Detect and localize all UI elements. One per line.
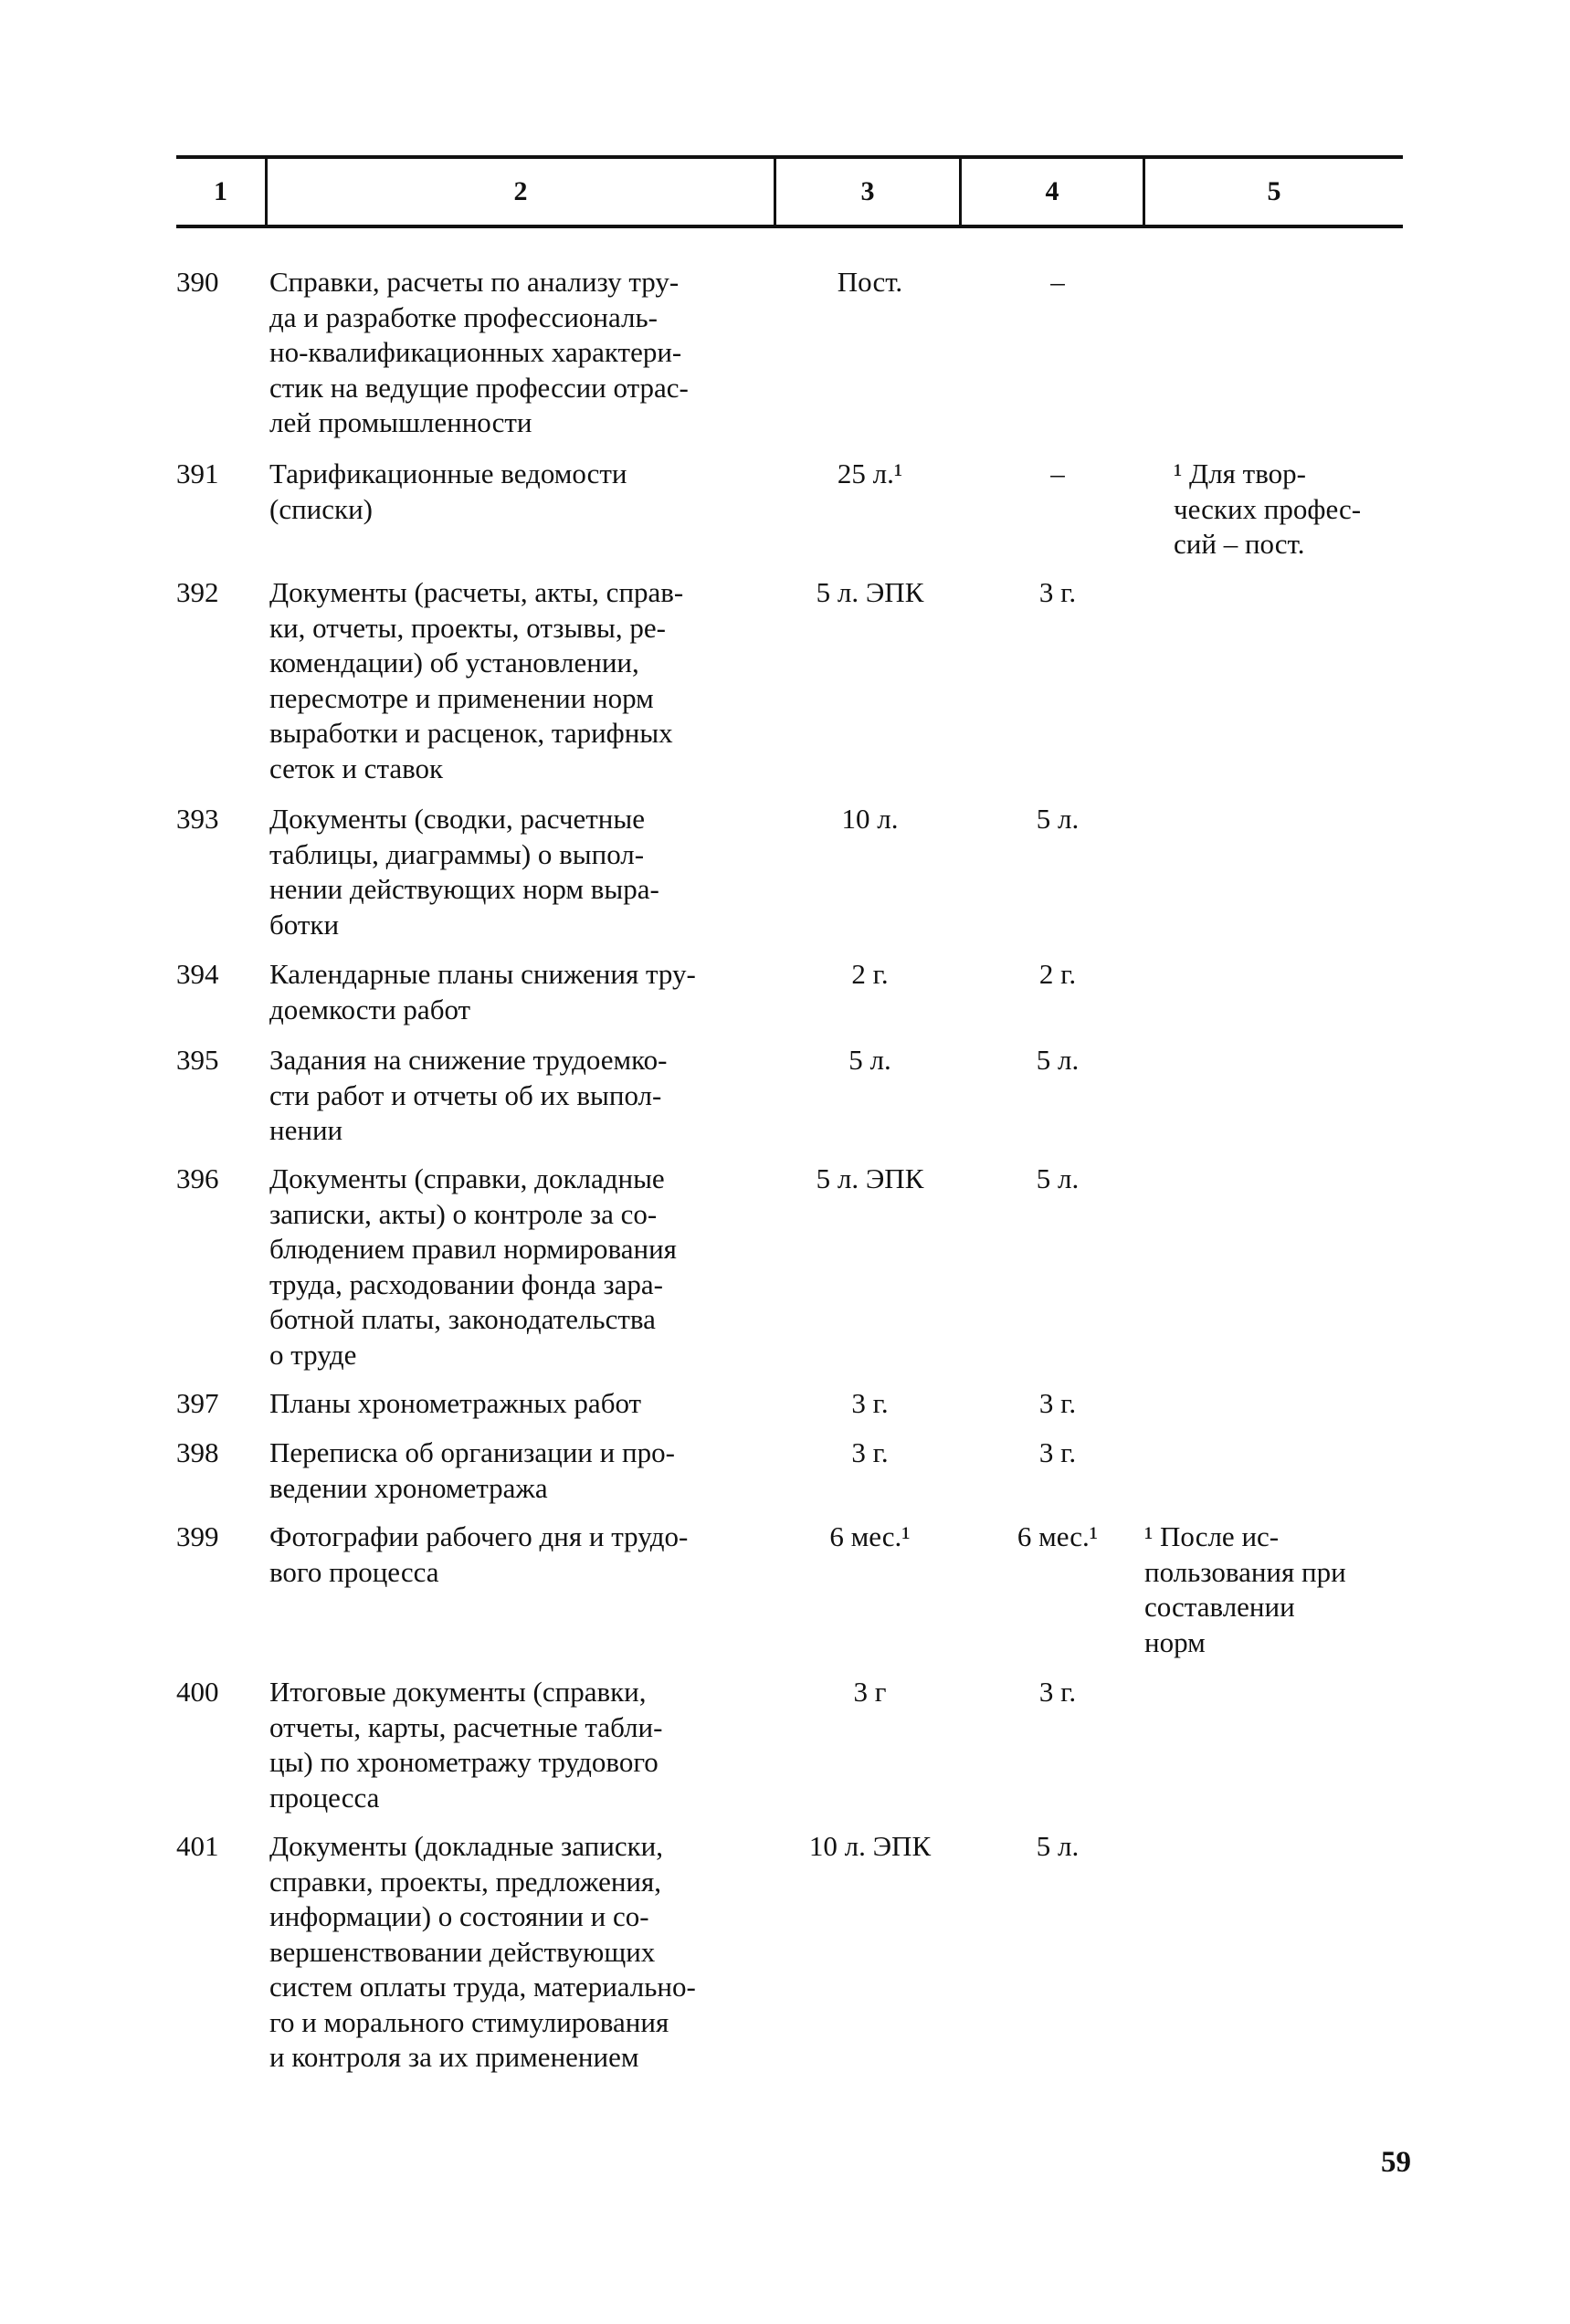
- page-number: 59: [1381, 2146, 1411, 2179]
- row-note: ¹ После ис- пользования при составлении норм: [1144, 1520, 1346, 1658]
- row-number: 396: [176, 1162, 219, 1194]
- header-bottom-rule: [176, 225, 1403, 228]
- retention-period-alt: 5 л.: [1036, 1830, 1080, 1862]
- row-description: Планы хронометражных работ: [269, 1387, 642, 1419]
- row-number: 397: [176, 1387, 219, 1419]
- retention-period: 5 л.: [848, 1044, 891, 1076]
- row-number: 392: [176, 576, 219, 608]
- row-description: Фотографии рабочего дня и трудо- вого процесса: [269, 1520, 689, 1588]
- header-col-1: 1: [214, 176, 227, 206]
- row-description: Переписка об организации и про- ведении хронометража: [269, 1436, 675, 1504]
- row-number: 399: [176, 1520, 219, 1552]
- row-number: 393: [176, 803, 219, 835]
- retention-period-alt: 3 г.: [1038, 576, 1077, 608]
- retention-period: 6 мес.¹: [829, 1520, 911, 1552]
- header-col-4: 4: [1045, 176, 1059, 206]
- row-description: Документы (расчеты, акты, справ- ки, отчеты, проекты, отзывы, ре- комендации) об установлении, пересмотре и применении норм выработки и расценок, тарифных сеток и ставок: [269, 576, 684, 784]
- row-number: 401: [176, 1830, 219, 1862]
- retention-period: 2 г.: [851, 958, 889, 990]
- retention-period-alt: 6 мес.¹: [1017, 1520, 1099, 1552]
- retention-period-alt: 5 л.: [1036, 1162, 1080, 1194]
- retention-period-alt: 5 л.: [1036, 803, 1080, 835]
- row-number: 400: [176, 1676, 219, 1708]
- row-description: Итоговые документы (справки, отчеты, карты, расчетные табли- цы) по хронометражу трудового процесса: [269, 1676, 663, 1814]
- row-description: Документы (докладные записки, справки, проекты, предложения, информации) о состоянии и со- вершенствовании действующих систем оплаты труда, материально- го и морального стимулирования и контроля за их применением: [269, 1830, 696, 2073]
- row-number: 394: [176, 958, 219, 990]
- header-col-5: 5: [1267, 176, 1281, 206]
- header-col-2: 2: [513, 176, 528, 206]
- retention-period: 10 л. ЭПК: [808, 1830, 932, 1862]
- row-note: ¹ Для твор- ческих профес- сий – пост.: [1174, 457, 1362, 560]
- retention-period-alt: 2 г.: [1038, 958, 1077, 990]
- retention-period: 25 л.¹: [837, 457, 903, 489]
- retention-period: 3 г: [853, 1676, 887, 1708]
- row-number: 395: [176, 1044, 219, 1076]
- row-description: Документы (справки, докладные записки, акты) о контроле за со- блюдением правил нормирования труда, расходовании фонда зара- ботной платы, законодательства о труде: [269, 1162, 677, 1371]
- retention-period-alt: 3 г.: [1038, 1676, 1077, 1708]
- retention-period: 10 л.: [841, 803, 899, 835]
- retention-period-alt: 5 л.: [1036, 1044, 1080, 1076]
- retention-period-alt: –: [1050, 457, 1065, 489]
- retention-period-alt: –: [1050, 266, 1065, 298]
- retention-period: 3 г.: [851, 1436, 889, 1468]
- header-col-3: 3: [860, 176, 875, 206]
- retention-period: 3 г.: [851, 1387, 889, 1419]
- row-number: 391: [176, 457, 219, 489]
- row-description: Документы (сводки, расчетные таблицы, диаграммы) о выпол- нении действующих норм выра- ботки: [269, 803, 659, 941]
- header-top-rule: [176, 155, 1403, 159]
- retention-period-alt: 3 г.: [1038, 1387, 1077, 1419]
- retention-period: 5 л. ЭПК: [816, 1162, 924, 1194]
- row-number: 398: [176, 1436, 219, 1468]
- retention-period-alt: 3 г.: [1038, 1436, 1077, 1468]
- row-description: Задания на снижение трудоемко- сти работ и отчеты об их выпол- нении: [269, 1044, 668, 1146]
- retention-period: Пост.: [837, 266, 903, 298]
- row-description: Календарные планы снижения тру- доемкости работ: [269, 958, 696, 1025]
- retention-period: 5 л. ЭПК: [816, 576, 924, 608]
- row-description: Тарификационные ведомости (списки): [269, 457, 627, 525]
- row-description: Справки, расчеты по анализу тру- да и разработке профессиональ- но-квалификационных характери- стик на ведущие профессии отрас- лей промышленности: [269, 266, 689, 438]
- row-number: 390: [176, 266, 219, 298]
